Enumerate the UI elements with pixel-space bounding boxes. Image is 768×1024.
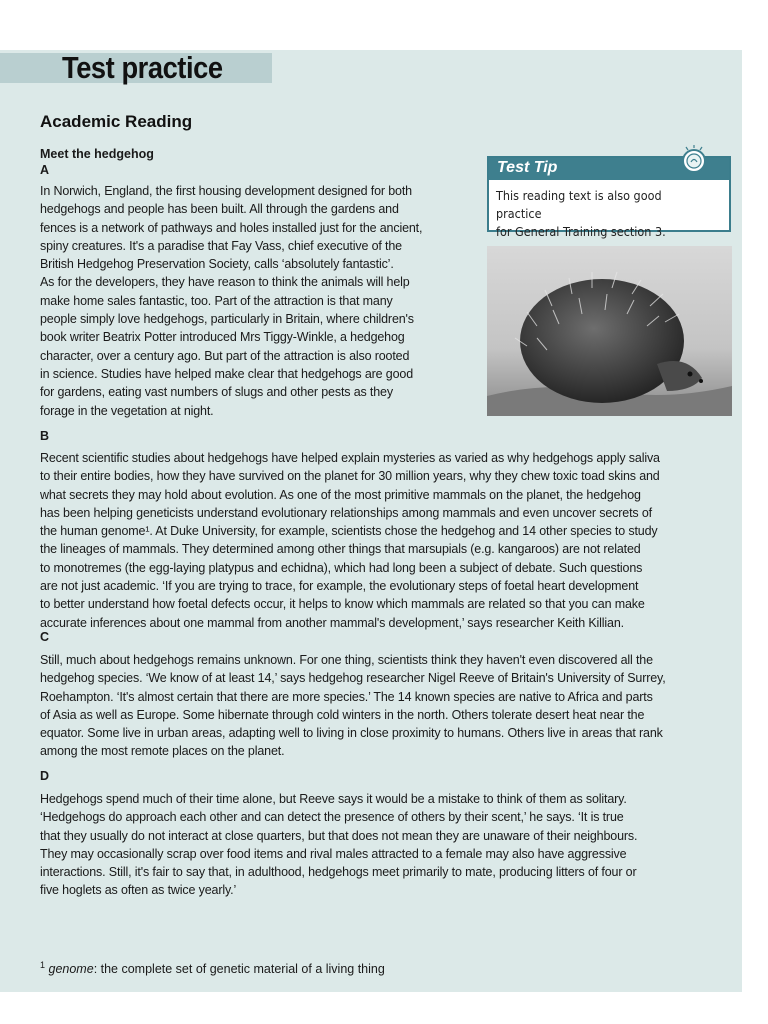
paragraph-line: people simply love hedgehogs, particularly in Britain, where children's [40, 312, 414, 327]
test-tip-title: Test Tip [497, 159, 558, 176]
test-tip-line: for General Training section 3. [496, 224, 666, 239]
paragraph-line: interactions. Still, it's fair to say that, in adulthood, hedgehogs meet primarily to mate, producing litters of four or [40, 865, 637, 880]
page [0, 50, 742, 992]
paragraph-d [40, 790, 740, 900]
paragraph-line: the lineages of mammals. They determined among other things that marsupials (e.g. kangaroos) are not related [40, 542, 641, 557]
paragraph-line: They may occasionally scrap over food items and rival males attracted to a female may also have aggressive [40, 846, 627, 861]
paragraph-line: book writer Beatrix Potter introduced Mrs Tiggy-Winkle, a hedgehog [40, 330, 405, 345]
test-tip-line: This reading text is also good practice [496, 188, 662, 221]
article-title: Meet the hedgehog [40, 147, 154, 161]
paragraph-line: hedgehog species. ‘We know of at least 14,’ says hedgehog researcher Nigel Reeve of Britain's University of Surrey, [40, 671, 666, 686]
paragraph-line: fences is a network of pathways and holes installed just for the ancient, [40, 220, 423, 235]
paragraph-line: Hedgehogs spend much of their time alone, but Reeve says it would be a mistake to think of them as solitary. [40, 792, 627, 806]
footnote-text: : the complete set of genetic material of a living thing [93, 962, 385, 977]
paragraph-line: character, over a century ago. But part of the attraction is also rooted [40, 348, 410, 363]
paragraph-line: for gardens, eating vast numbers of slugs and other pests as they [40, 385, 393, 400]
footnote-marker: 1 [40, 960, 46, 970]
paragraph-line: what secrets they may hold about evolution. As one of the most primitive mammals on the planet, the hedgehog [40, 487, 641, 502]
footnote [40, 960, 385, 976]
paragraph-letter-b: B [40, 429, 50, 443]
paragraph-line: equator. Some live in urban areas, adapting well to living in close proximity to humans. Others live in areas that rank [40, 726, 663, 741]
paragraph-line: the human genome¹. At Duke University, for example, scientists chose the hedgehog and 14 other species to study [40, 524, 658, 539]
paragraph-line: Recent scientific studies about hedgehogs have helped explain mysteries as varied as why hedgehogs apply saliva [40, 451, 660, 465]
lightbulb-icon [679, 144, 709, 174]
paragraph-line: ‘Hedgehogs do approach each other and can detect the presence of others by their scent,’ he says. ‘It is true [40, 810, 624, 825]
paragraph-letter-a: A [40, 163, 50, 177]
paragraph-letter-d: D [40, 769, 50, 783]
paragraph-line: spiny creatures. It's a paradise that Fay Vass, chief executive of the [40, 238, 402, 253]
paragraph-line: In Norwich, England, the first housing development designed for both [40, 184, 412, 198]
test-tip-text [496, 187, 701, 241]
paragraph-line: As for the developers, they have reason to think the animals will help [40, 275, 410, 290]
paragraph-line: Roehampton. ‘It's almost certain that there are more species.’ The 14 known species are native to Africa and parts [40, 689, 653, 704]
paragraph-line: make home sales fantastic, too. Part of the attraction is that many [40, 293, 393, 308]
paragraph-line: to monotremes (the egg-laying platypus and echidna), which had long been a subject of debate. Such questions [40, 560, 643, 575]
paragraph-line: accurate inferences about one mammal from another mammal's development,’ says researcher Keith Killian. [40, 615, 624, 630]
paragraph-b [40, 449, 740, 632]
hedgehog-photo [487, 246, 732, 416]
test-tip-box [487, 156, 731, 239]
paragraph-line: that they usually do not interact at close quarters, but that does not mean they are unaware of their neighbours. [40, 828, 638, 843]
paragraph-line: to better understand how foetal defects occur, it helps to know which mammals are related so that you can make [40, 597, 645, 612]
paragraph-line: has been helping geneticists understand evolutionary relationships among mammals and even uncover secrets of [40, 505, 652, 520]
paragraph-letter-c: C [40, 630, 50, 644]
paragraph-line: Still, much about hedgehogs remains unknown. For one thing, scientists think they haven't even discovered all the [40, 653, 653, 667]
paragraph-line: hedgehogs and people has been built. All through the gardens and [40, 202, 399, 217]
paragraph-line: among the most remote places on the planet. [40, 744, 285, 759]
paragraph-line: in science. Studies have helped make clear that hedgehogs are good [40, 366, 413, 381]
section-heading: Academic Reading [40, 112, 193, 131]
footnote-term: genome [48, 962, 94, 977]
paragraph-line: five hoglets as often as twice yearly.’ [40, 883, 237, 898]
paragraph-a [40, 182, 485, 420]
paragraph-c [40, 651, 740, 761]
paragraph-line: of Asia as well as Europe. Some hibernate through cold winters in the north. Others tolerate desert heat near the [40, 707, 645, 722]
paragraph-line: British Hedgehog Preservation Society, calls ‘absolutely fantastic’. [40, 257, 394, 272]
paragraph-line: forage in the vegetation at night. [40, 403, 214, 418]
paragraph-line: are not just academic. ‘If you are trying to trace, for example, the evolutionary steps of foetal heart development [40, 579, 639, 594]
page-title: Test practice [62, 50, 223, 85]
paragraph-line: to their entire bodies, how they have survived on the planet for 30 million years, why they chew toxic toad skins and [40, 469, 660, 484]
